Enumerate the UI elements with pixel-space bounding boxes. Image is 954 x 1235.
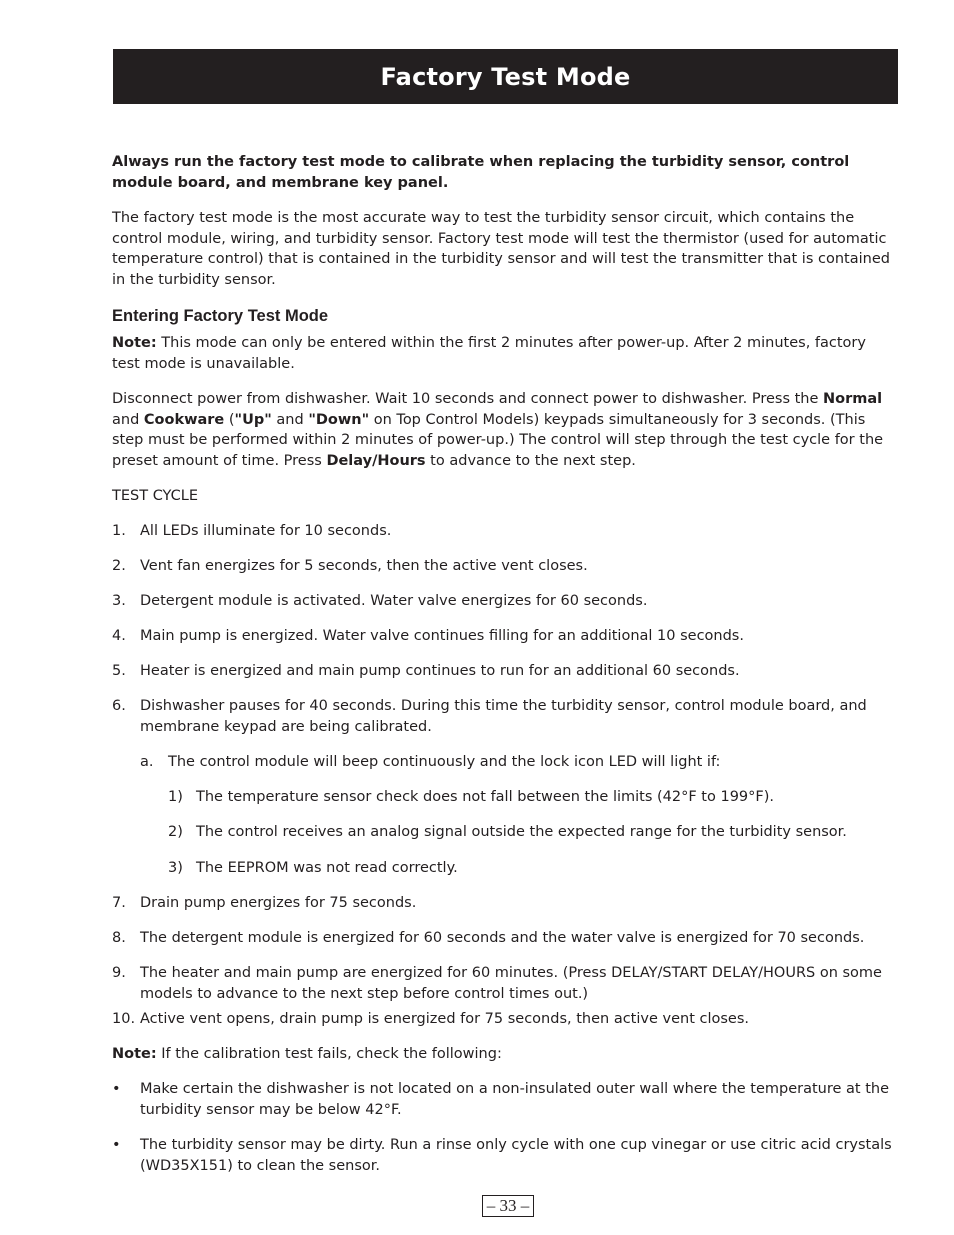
list-letter: a. bbox=[140, 754, 154, 770]
note-text: This mode can only be entered within the first 2 minutes after power-up. After 2 minutes, factory test mode is unavailable. bbox=[112, 335, 866, 372]
list-number: 9. bbox=[112, 965, 126, 981]
page-title-bar bbox=[113, 49, 898, 104]
list-item bbox=[140, 752, 898, 773]
keypad-down: "Down" bbox=[308, 411, 370, 428]
list-item bbox=[112, 556, 898, 577]
bullet-icon: • bbox=[112, 1137, 121, 1153]
list-number: 1) bbox=[168, 789, 183, 805]
bullet-icon: • bbox=[112, 1081, 121, 1097]
list-item bbox=[112, 521, 898, 542]
list-text: Drain pump energizes for 75 seconds. bbox=[140, 895, 417, 911]
keypad-delay-hours: Delay/Hours bbox=[326, 452, 426, 469]
procedure-text: and bbox=[112, 411, 144, 428]
list-number: 1. bbox=[112, 523, 126, 539]
list-item bbox=[112, 626, 898, 647]
list-number: 2) bbox=[168, 824, 183, 840]
bullet-item bbox=[112, 1135, 898, 1176]
list-text: The detergent module is energized for 60 seconds and the water valve is energized for 70 seconds. bbox=[140, 930, 865, 946]
keypad-up: "Up" bbox=[234, 411, 272, 428]
note-paragraph bbox=[112, 1044, 898, 1065]
list-number: 4. bbox=[112, 628, 126, 644]
list-text: Dishwasher pauses for 40 seconds. During this time the turbidity sensor, control module board, and membrane keypad are being calibrated. bbox=[140, 698, 867, 735]
page-number: – 33 – bbox=[482, 1195, 534, 1217]
note-text: If the calibration test fails, check the following: bbox=[156, 1046, 502, 1062]
keypad-cookware: Cookware bbox=[143, 411, 225, 428]
list-text: All LEDs illuminate for 10 seconds. bbox=[140, 523, 392, 539]
list-text: The control module will beep continuously and the lock icon LED will light if: bbox=[168, 754, 721, 770]
list-item bbox=[168, 787, 898, 808]
list-text: The temperature sensor check does not fall between the limits (42°F to 199°F). bbox=[196, 789, 775, 805]
list-number: 10. bbox=[112, 1011, 136, 1027]
procedure-paragraph bbox=[112, 389, 898, 471]
lead-paragraph: Always run the factory test mode to calibrate when replacing the turbidity sensor, control module board, and membrane key panel. bbox=[112, 154, 850, 191]
list-item bbox=[112, 963, 898, 1004]
list-text: The heater and main pump are energized for 60 minutes. (Press DELAY/START DELAY/HOURS on some models to advance to the next step before control times out.) bbox=[140, 965, 882, 1002]
list-number: 8. bbox=[112, 930, 126, 946]
bullet-text: Make certain the dishwasher is not located on a non-insulated outer wall where the temperature at the turbidity sensor may be below 42°F. bbox=[140, 1081, 890, 1118]
list-item bbox=[112, 661, 898, 682]
procedure-text: on Top Control Models) keypads simultaneously for 3 seconds. (This step must be performed within 2 minutes of power-up.) The control will step through the test cycle for the preset amount of time. Press bbox=[112, 411, 884, 469]
note-paragraph bbox=[112, 333, 898, 374]
list-item bbox=[112, 591, 898, 612]
list-text: The control receives an analog signal outside the expected range for the turbidity sensor. bbox=[196, 824, 847, 840]
bullet-text: The turbidity sensor may be dirty. Run a rinse only cycle with one cup vinegar or use citric acid crystals (WD35X151) to clean the sensor. bbox=[140, 1137, 892, 1174]
bullet-item bbox=[112, 1079, 898, 1120]
list-number: 3) bbox=[168, 860, 183, 876]
list-item bbox=[168, 858, 898, 879]
list-item bbox=[112, 696, 898, 737]
list-number: 7. bbox=[112, 895, 126, 911]
list-item bbox=[112, 1009, 898, 1030]
procedure-text: Disconnect power from dishwasher. Wait 10 seconds and connect power to dishwasher. Press the bbox=[112, 391, 824, 407]
list-number: 3. bbox=[112, 593, 126, 609]
list-text: Detergent module is activated. Water valve energizes for 60 seconds. bbox=[140, 593, 648, 609]
test-cycle-heading: TEST CYCLE bbox=[112, 488, 198, 504]
procedure-text: to advance to the next step. bbox=[425, 452, 636, 469]
list-number: 2. bbox=[112, 558, 126, 574]
intro-paragraph: The factory test mode is the most accurate way to test the turbidity sensor circuit, which contains the control module, wiring, and turbidity sensor. Factory test mode will test the thermistor (used for automatic temperature control) that is contained in the turbidity sensor and will test the transmitter that is contained in the turbidity sensor. bbox=[112, 210, 890, 288]
list-text: The EEPROM was not read correctly. bbox=[196, 860, 458, 876]
note-label: Note: bbox=[112, 1046, 157, 1062]
keypad-normal: Normal bbox=[823, 391, 883, 407]
page-title: Factory Test Mode bbox=[380, 62, 631, 91]
procedure-text: ( bbox=[224, 411, 235, 428]
note-label: Note: bbox=[112, 335, 157, 351]
list-text: Heater is energized and main pump continues to run for an additional 60 seconds. bbox=[140, 663, 740, 679]
list-item bbox=[112, 893, 898, 914]
list-text: Vent fan energizes for 5 seconds, then the active vent closes. bbox=[140, 558, 588, 574]
list-item bbox=[112, 928, 898, 949]
list-text: Active vent opens, drain pump is energized for 75 seconds, then active vent closes. bbox=[140, 1011, 749, 1027]
section-heading: Entering Factory Test Mode bbox=[112, 307, 329, 325]
list-number: 6. bbox=[112, 698, 126, 714]
list-text: Main pump is energized. Water valve continues filling for an additional 10 seconds. bbox=[140, 628, 744, 644]
list-item bbox=[168, 822, 898, 843]
procedure-text: and bbox=[271, 411, 309, 428]
list-number: 5. bbox=[112, 663, 126, 679]
